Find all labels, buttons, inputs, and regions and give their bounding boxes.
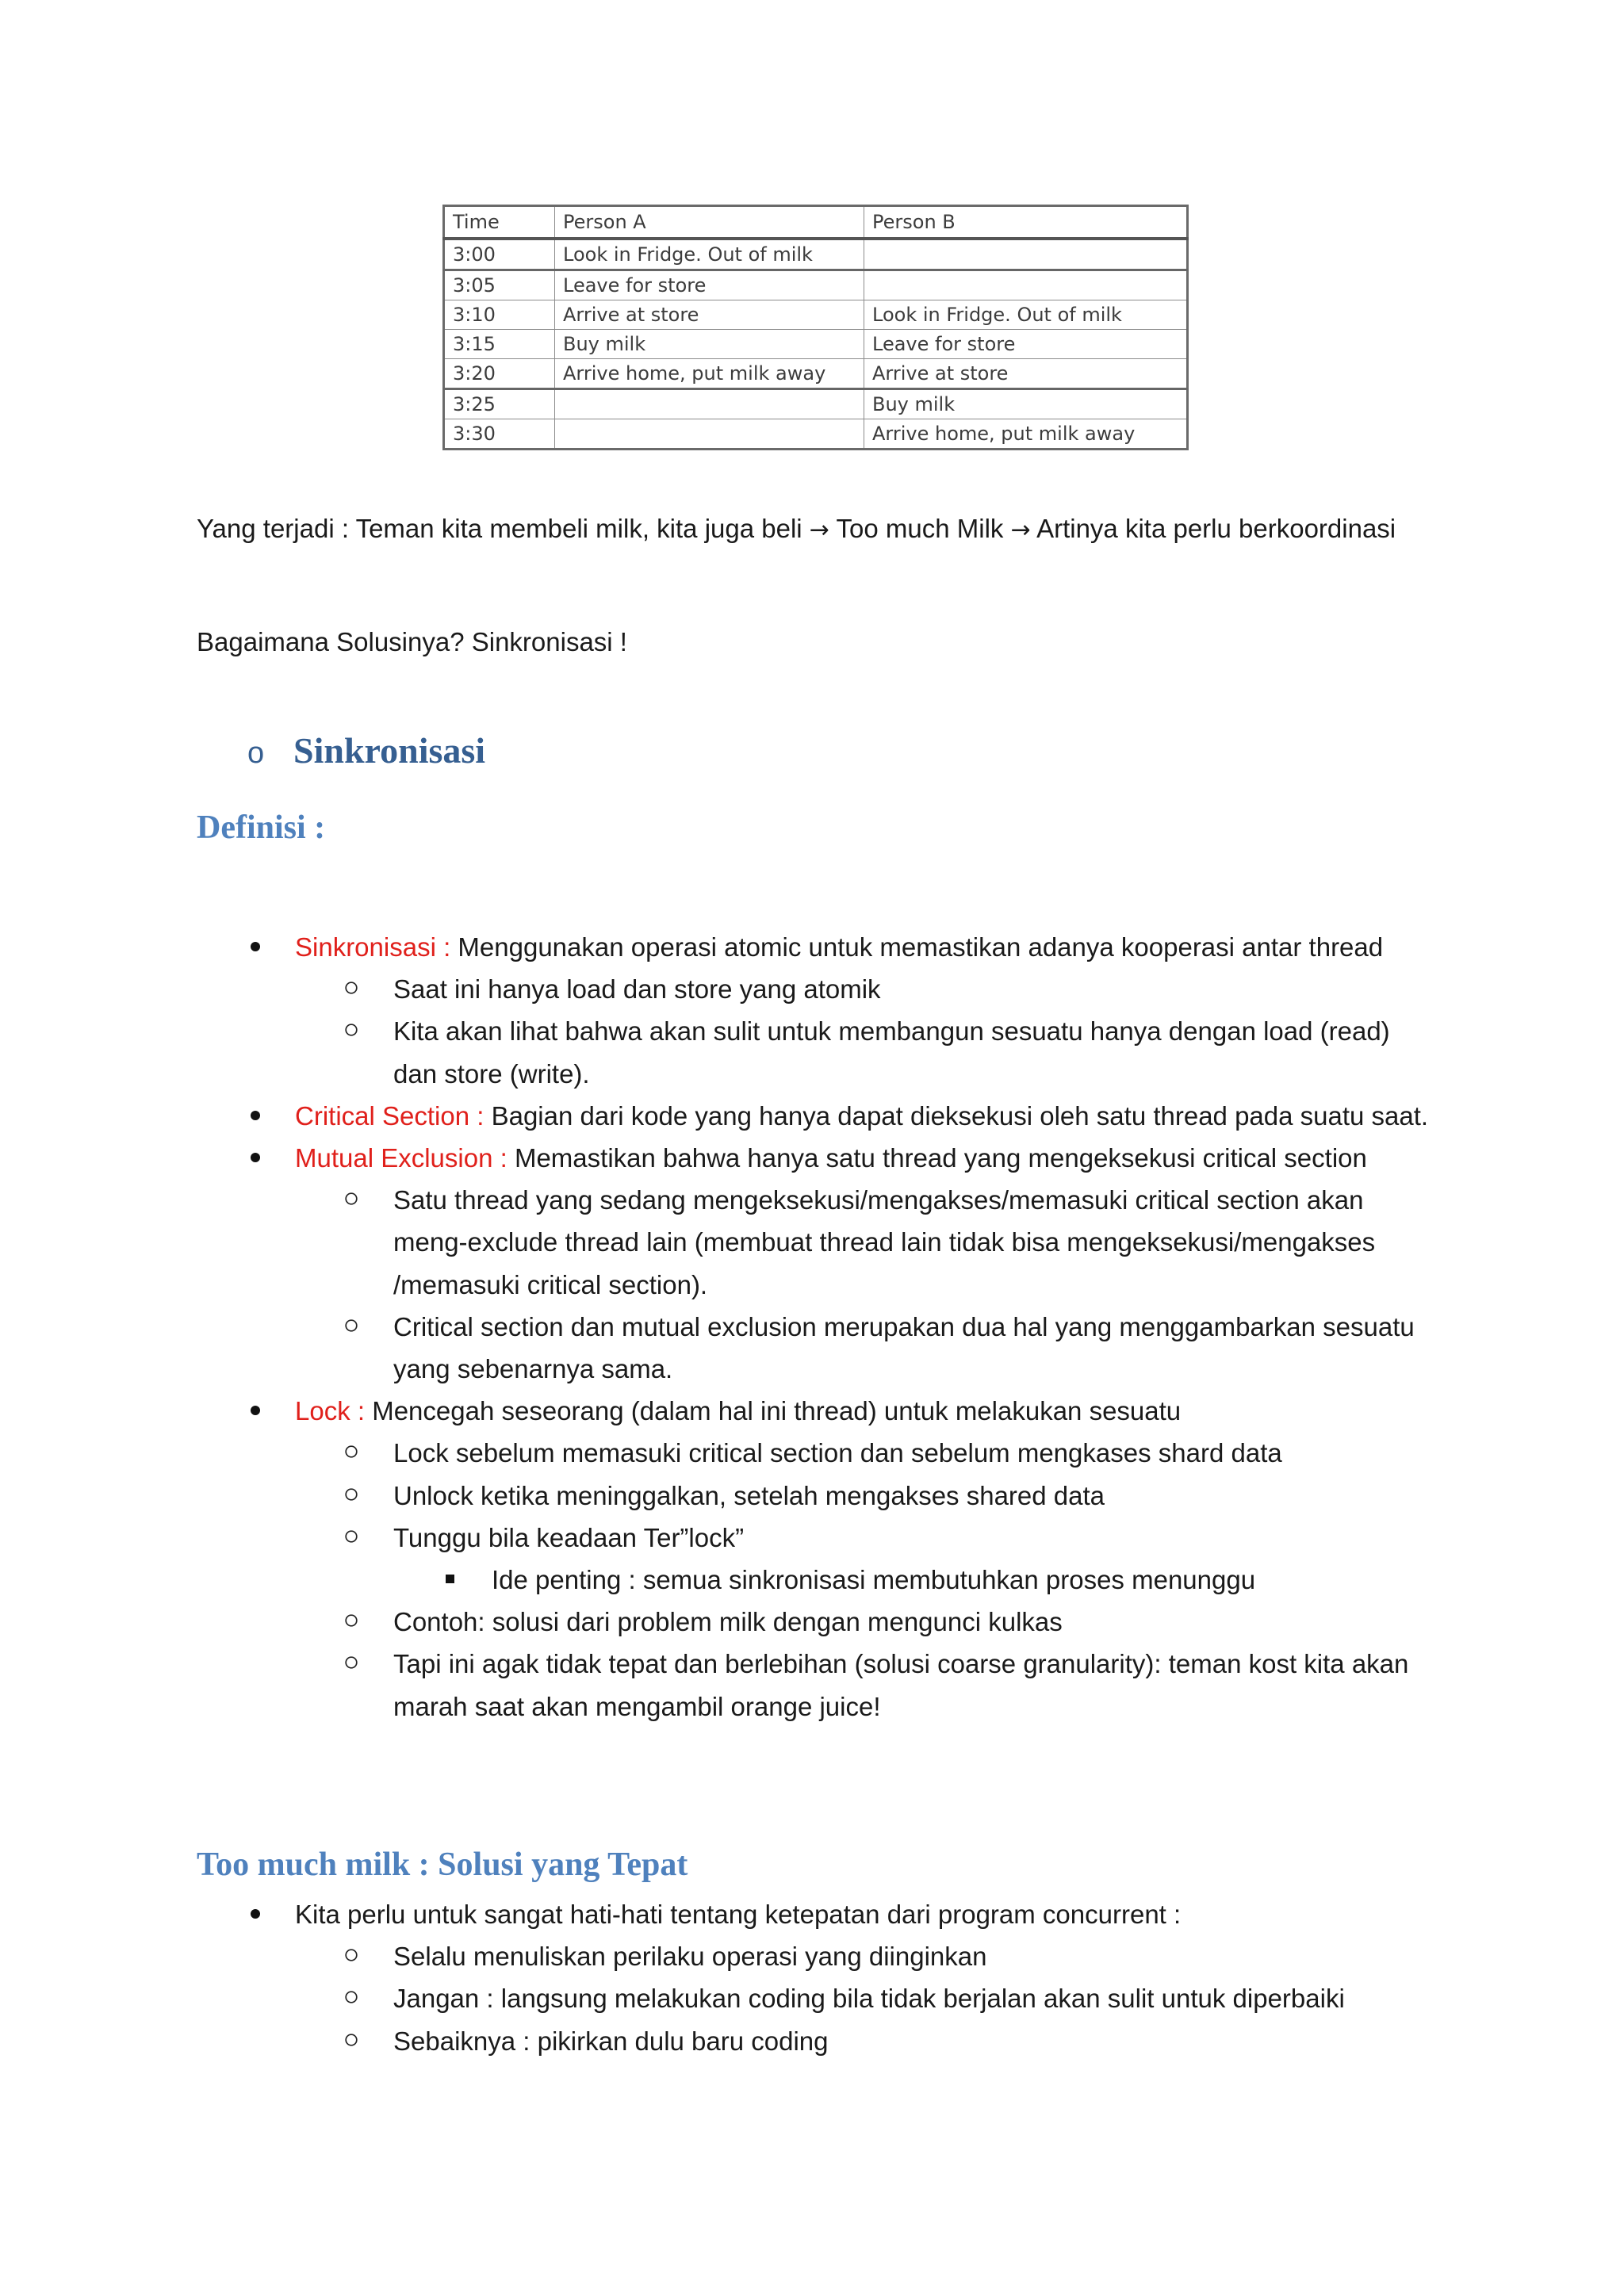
circle-bullet-icon bbox=[345, 1319, 357, 1331]
table-row bbox=[444, 270, 1188, 300]
table-cell: Arrive home, put milk away bbox=[864, 419, 1188, 450]
list-item bbox=[295, 1517, 1434, 1601]
list-item bbox=[295, 1977, 1434, 2019]
circle-bullet-icon bbox=[345, 1488, 357, 1500]
table-cell: Buy milk bbox=[864, 389, 1188, 419]
circle-bullet-icon bbox=[345, 1615, 357, 1627]
circle-bullet-icon bbox=[345, 1024, 357, 1036]
table-header-time: Time bbox=[444, 206, 555, 239]
table-cell: 3:00 bbox=[444, 239, 555, 270]
list-item bbox=[295, 1179, 1434, 1306]
circle-bullet-icon bbox=[345, 1992, 357, 2003]
table-cell: 3:20 bbox=[444, 359, 555, 389]
heading-text: Sinkronisasi bbox=[293, 730, 486, 771]
bullet-icon bbox=[251, 1111, 260, 1120]
square-bullet-icon bbox=[446, 1575, 454, 1583]
term-lock: Lock : bbox=[295, 1396, 366, 1426]
list-item bbox=[295, 1475, 1434, 1517]
table-row bbox=[444, 389, 1188, 419]
list-item-text: Lock sebelum memasuki critical section dan sebelum mengkases shard data bbox=[393, 1438, 1282, 1468]
list-item bbox=[295, 1306, 1434, 1390]
table-row bbox=[444, 300, 1188, 330]
list-item bbox=[295, 1432, 1434, 1474]
solusi-list bbox=[197, 1893, 1434, 2062]
table-header-row bbox=[444, 206, 1188, 239]
list-item bbox=[295, 1601, 1434, 1643]
table-cell: 3:10 bbox=[444, 300, 555, 330]
list-item bbox=[295, 2020, 1434, 2062]
definition-text: Mencegah seseorang (dalam hal ini thread) untuk melakukan sesuatu bbox=[365, 1396, 1182, 1426]
list-item-text: Critical section dan mutual exclusion merupakan dua hal yang menggambarkan sesuatu yang sebenarnya sama. bbox=[393, 1311, 1415, 1384]
list-item-critical-section bbox=[197, 1095, 1434, 1137]
table-row bbox=[444, 359, 1188, 389]
bullet-icon bbox=[251, 1909, 260, 1919]
subheading-definisi: Definisi : bbox=[197, 809, 326, 846]
list-item-solusi bbox=[197, 1893, 1434, 2062]
term-mutual-exclusion: Mutual Exclusion : bbox=[295, 1143, 508, 1173]
definitions-list bbox=[197, 926, 1434, 1728]
table-cell: Look in Fridge. Out of milk bbox=[555, 239, 864, 270]
term-sinkronisasi: Sinkronisasi : bbox=[295, 932, 451, 962]
heading-list-marker: o bbox=[247, 737, 265, 770]
subheading-solusi: Too much milk : Solusi yang Tepat bbox=[197, 1846, 688, 1883]
table-cell: 3:05 bbox=[444, 270, 555, 300]
table-header-person-b: Person B bbox=[864, 206, 1188, 239]
list-item-text: Satu thread yang sedang mengeksekusi/mengakses/memasuki critical section akan meng-exclude thread lain (membuat thread lain tidak bisa mengeksekusi/mengakses /memasuki critical section). bbox=[393, 1185, 1376, 1299]
definition-text: Menggunakan operasi atomic untuk memastikan adanya kooperasi antar thread bbox=[450, 932, 1384, 962]
list-item bbox=[295, 1643, 1434, 1727]
table-header-person-a: Person A bbox=[555, 206, 864, 239]
list-item-text: Tapi ini agak tidak tepat dan berlebihan (solusi coarse granularity): teman kost kita akan marah saat akan mengambil orange juice! bbox=[393, 1649, 1409, 1721]
list-item-text: Kita perlu untuk sangat hati-hati tentang ketepatan dari program concurrent : bbox=[295, 1900, 1182, 1929]
intro-text-a: Yang terjadi : Teman kita membeli milk, kita juga beli bbox=[197, 514, 802, 543]
circle-bullet-icon bbox=[345, 1657, 357, 1669]
table-cell: 3:30 bbox=[444, 419, 555, 450]
circle-bullet-icon bbox=[345, 1950, 357, 1961]
table-cell bbox=[555, 419, 864, 450]
list-item-text: Saat ini hanya load dan store yang atomik bbox=[393, 974, 881, 1004]
list-item bbox=[295, 1935, 1434, 1977]
circle-bullet-icon bbox=[345, 982, 357, 994]
definition-text: Memastikan bahwa hanya satu thread yang mengeksekusi critical section bbox=[507, 1143, 1367, 1173]
bullet-icon bbox=[251, 1406, 260, 1415]
table-row bbox=[444, 330, 1188, 359]
list-item-text: Kita akan lihat bahwa akan sulit untuk membangun sesuatu hanya dengan load (read) dan store (write). bbox=[393, 1016, 1390, 1089]
table-cell: Leave for store bbox=[555, 270, 864, 300]
right-arrow-icon: → bbox=[1010, 516, 1031, 544]
list-item-text: Tunggu bila keadaan Ter”lock” bbox=[393, 1522, 745, 1552]
list-item bbox=[295, 1010, 1434, 1094]
list-item-text: Ide penting : semua sinkronisasi membutuhkan proses menunggu bbox=[492, 1565, 1256, 1595]
circle-bullet-icon bbox=[345, 2034, 357, 2045]
table-cell: Arrive at store bbox=[864, 359, 1188, 389]
list-item bbox=[295, 968, 1434, 1010]
list-item-lock bbox=[197, 1390, 1434, 1728]
bullet-icon bbox=[251, 1153, 260, 1162]
list-item-sinkronisasi bbox=[197, 926, 1434, 1095]
list-item-text: Jangan : langsung melakukan coding bila tidak berjalan akan sulit untuk diperbaiki bbox=[393, 1984, 1345, 2014]
table-row bbox=[444, 239, 1188, 270]
table-cell bbox=[555, 389, 864, 419]
intro-text-c: Artinya kita perlu berkoordinasi bbox=[1036, 514, 1396, 543]
term-critical-section: Critical Section : bbox=[295, 1100, 485, 1131]
table-cell: 3:25 bbox=[444, 389, 555, 419]
intro-paragraph bbox=[197, 507, 1427, 551]
list-item-mutual-exclusion bbox=[197, 1137, 1434, 1390]
list-item-text: Selalu menuliskan perilaku operasi yang diinginkan bbox=[393, 1942, 987, 1972]
table-cell: Leave for store bbox=[864, 330, 1188, 359]
bullet-icon bbox=[251, 942, 260, 951]
table-cell: Look in Fridge. Out of milk bbox=[864, 300, 1188, 330]
table-cell bbox=[864, 239, 1188, 270]
section-heading-sinkronisasi bbox=[247, 729, 485, 771]
right-arrow-icon: → bbox=[809, 516, 829, 544]
list-item bbox=[393, 1559, 1434, 1601]
table-row bbox=[444, 419, 1188, 450]
list-item-text: Sebaiknya : pikirkan dulu baru coding bbox=[393, 2026, 829, 2056]
intro-text-b: Too much Milk bbox=[836, 514, 1004, 543]
circle-bullet-icon bbox=[345, 1193, 357, 1205]
circle-bullet-icon bbox=[345, 1446, 357, 1458]
list-item-text: Unlock ketika meninggalkan, setelah mengakses shared data bbox=[393, 1480, 1105, 1510]
circle-bullet-icon bbox=[345, 1530, 357, 1542]
table-cell: Buy milk bbox=[555, 330, 864, 359]
table-cell bbox=[864, 270, 1188, 300]
table-cell: 3:15 bbox=[444, 330, 555, 359]
definition-text: Bagian dari kode yang hanya dapat dieksekusi oleh satu thread pada suatu saat. bbox=[484, 1100, 1429, 1131]
table-cell: Arrive home, put milk away bbox=[555, 359, 864, 389]
solution-question: Bagaimana Solusinya? Sinkronisasi ! bbox=[197, 627, 627, 656]
table-cell: Arrive at store bbox=[555, 300, 864, 330]
timing-table bbox=[442, 205, 1189, 450]
list-item-text: Contoh: solusi dari problem milk dengan mengunci kulkas bbox=[393, 1607, 1063, 1637]
timing-table-figure bbox=[442, 205, 1186, 450]
